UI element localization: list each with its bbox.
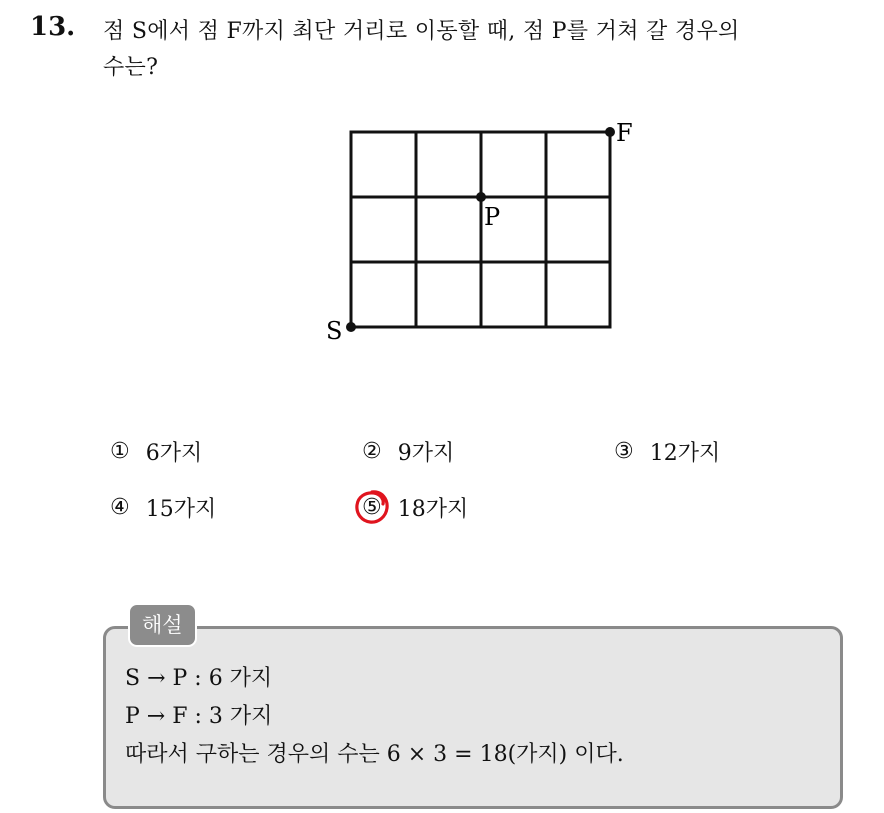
choice-1-value: 6가지	[145, 441, 203, 466]
explanation-line-3: 따라서 구하는 경우의 수는 6 × 3 = 18(가지) 이다.	[125, 742, 624, 767]
choice-3[interactable]	[614, 436, 720, 467]
grid-path-figure	[300, 105, 660, 355]
label-p: P	[484, 203, 501, 231]
choice-3-value: 12가지	[649, 441, 721, 466]
choice-5[interactable]	[362, 492, 468, 523]
explanation-tab: 해설	[128, 603, 197, 647]
choice-2-value: 9가지	[397, 441, 455, 466]
explanation-content	[125, 660, 624, 774]
label-f: F	[616, 119, 633, 147]
choice-4-value: 15가지	[145, 497, 217, 522]
question-text-line-2: 수는?	[103, 55, 159, 80]
explanation-line-2: P → F : 3 가지	[125, 704, 273, 729]
choice-4-mark: ④	[110, 495, 130, 520]
choice-1[interactable]	[110, 436, 202, 467]
point-p	[476, 192, 486, 202]
grid-lines	[351, 132, 610, 327]
question-number: 13.	[30, 12, 76, 42]
choice-4[interactable]	[110, 492, 216, 523]
explanation-line-1: S → P : 6 가지	[125, 666, 273, 691]
question-text-line-1: 점 S에서 점 F까지 최단 거리로 이동할 때, 점 P를 거쳐 갈 경우의	[103, 19, 740, 44]
point-f	[605, 127, 615, 137]
choice-5-mark	[362, 495, 382, 520]
choice-3-mark: ③	[614, 439, 634, 464]
label-s: S	[326, 317, 343, 345]
question-text	[103, 14, 873, 86]
choice-5-mark-glyph: ⑤	[362, 495, 382, 520]
point-s	[346, 322, 356, 332]
choice-5-value: 18가지	[397, 497, 469, 522]
choice-2-mark: ②	[362, 439, 382, 464]
choice-1-mark: ①	[110, 439, 130, 464]
answer-circle-icon	[353, 488, 391, 526]
choice-2[interactable]	[362, 436, 454, 467]
